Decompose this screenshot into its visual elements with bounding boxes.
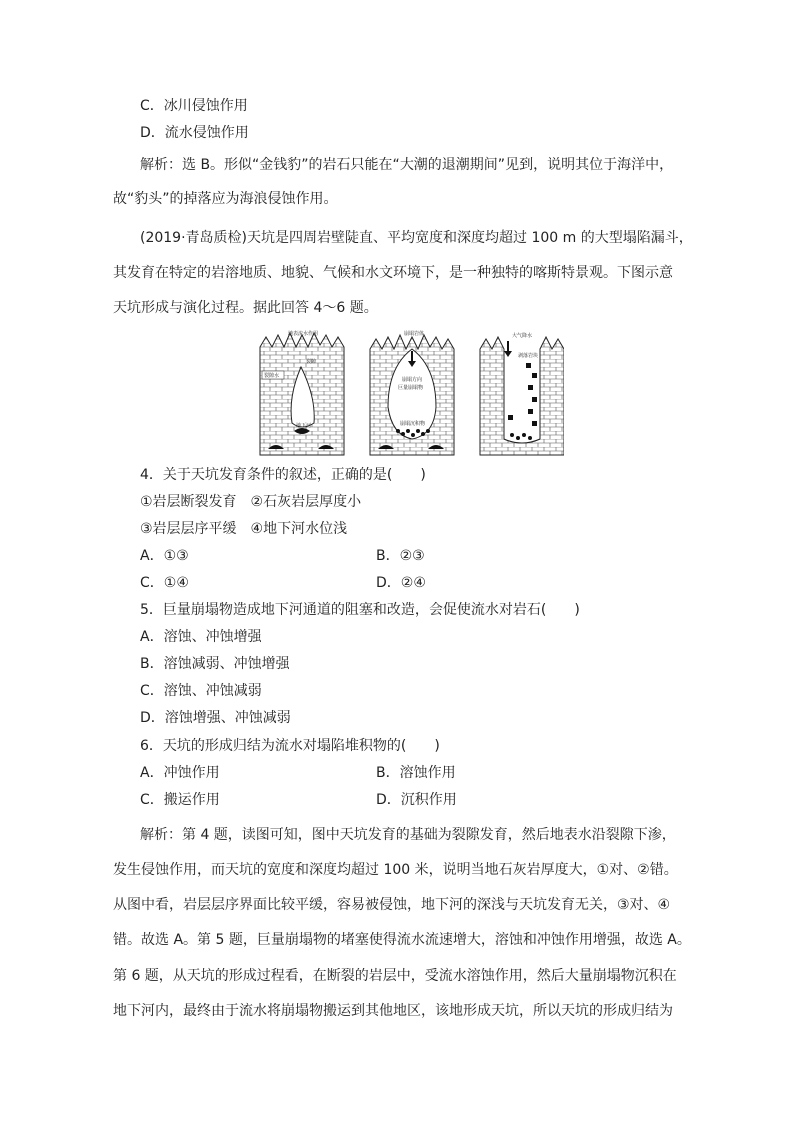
q4-stem: 4．关于天坑发育条件的叙述，正确的是( ) — [140, 467, 426, 483]
panel-1-label-surface-flow: 地表流水作用 — [288, 331, 319, 337]
panel-1-label-fissure-water: 裂隙水 — [264, 373, 280, 379]
analysis-2-line-3: 从图中看，岩层层序界面比较平缓，容易被侵蚀，地下河的深浅与天坑发育无关，③对、④ — [113, 897, 671, 913]
analysis-2-line-6: 地下河内，最终由于流水将崩塌物搬运到其他地区，该地形成天坑，所以天坑的形成归结为 — [113, 1003, 673, 1019]
q6-option-c: C．搬运作用 — [140, 792, 220, 808]
panel-2-label-collapsed-rock: 崩塌岩体 — [404, 331, 425, 337]
panel-1 — [260, 330, 344, 455]
panel-3-label-falling-blocks: 剥落岩块 — [518, 353, 539, 359]
panel-1-label-crack: 裂隙 — [306, 359, 317, 365]
panel-2 — [370, 330, 454, 455]
q5-option-c: C．溶蚀、冲蚀减弱 — [140, 683, 262, 699]
q6-stem: 6．天坑的形成归结为流水对塌陷堆积物的( ) — [140, 738, 440, 754]
analysis-2-line-4: 错。故选 A。第 5 题，巨量崩塌物的堵塞使得流水流速增大，溶蚀和冲蚀作用增强，故选 A。 — [113, 932, 691, 948]
analysis-2-line-1: 解析：第 4 题，读图可知，图中天坑发育的基础为裂隙发育，然后地表水沿裂隙下渗， — [140, 827, 676, 843]
tiankeng-formation-figure — [258, 327, 564, 457]
option-c-glacier: C．冰川侵蚀作用 — [140, 98, 248, 114]
analysis-2-line-5: 第 6 题，从天坑的形成过程看，在断裂的岩层中，受流水溶蚀作用，然后大量崩塌物沉积在 — [113, 968, 677, 984]
panel-3 — [480, 332, 564, 455]
panel-3-label-precipitation: 大气降水 — [512, 333, 533, 339]
analysis-1-line-2: 故“豹头”的掉落应为海浪侵蚀作用。 — [113, 191, 338, 207]
panel-2-label-collapse-deposit: 崩塌沉积物 — [400, 421, 426, 427]
q6-option-d: D．沉积作用 — [376, 792, 457, 808]
q5-stem: 5．巨量崩塌物造成地下河通道的阻塞和改造，会促使流水对岩石( ) — [140, 602, 580, 618]
intro-line-3: 天坑形成与演化过程。据此回答 4～6 题。 — [113, 300, 378, 316]
intro-line-1 — [140, 228, 693, 248]
panel-2-label-collapse-direction: 崩塌方向 — [402, 377, 423, 383]
q5-option-a: A．溶蚀、冲蚀增强 — [140, 629, 262, 645]
intro-line-1-text: 天坑是四周岩壁陡直、平均宽度和深度均超过 100 m 的大型塌陷漏斗， — [247, 230, 693, 246]
panel-1-label-underground-river: 地下河 — [296, 423, 312, 429]
q4-option-d: D．②④ — [376, 575, 426, 591]
panel-2-label-collapse-mass: 巨量崩塌物 — [398, 385, 424, 391]
q6-option-b: B．溶蚀作用 — [376, 765, 456, 781]
q5-option-d: D．溶蚀增强、冲蚀减弱 — [140, 710, 291, 726]
q4-statements-2: ③岩层层序平缓 ④地下河水位浅 — [140, 521, 348, 537]
intro-source: (2019·青岛质检) — [140, 230, 248, 246]
q4-option-a: A．①③ — [140, 548, 189, 564]
option-d-stream: D．流水侵蚀作用 — [140, 125, 249, 141]
q4-statements-1: ①岩层断裂发育 ②石灰岩层厚度小 — [140, 494, 362, 510]
q4-option-b: B．②③ — [376, 548, 425, 564]
q5-option-b: B．溶蚀减弱、冲蚀增强 — [140, 656, 290, 672]
analysis-2-line-2: 发生侵蚀作用，而天坑的宽度和深度均超过 100 米，说明当地石灰岩厚度大，①对、②错。 — [113, 862, 678, 878]
analysis-1-line-1: 解析：选 B。形似“金钱豹”的岩石只能在“大潮的退潮期间”见到，说明其位于海洋中， — [140, 157, 674, 173]
intro-line-2: 其发育在特定的岩溶地质、地貌、气候和水文环境下，是一种独特的喀斯特景观。下图示意 — [113, 265, 673, 281]
q4-option-c: C．①④ — [140, 575, 189, 591]
q6-option-a: A．冲蚀作用 — [140, 765, 220, 781]
